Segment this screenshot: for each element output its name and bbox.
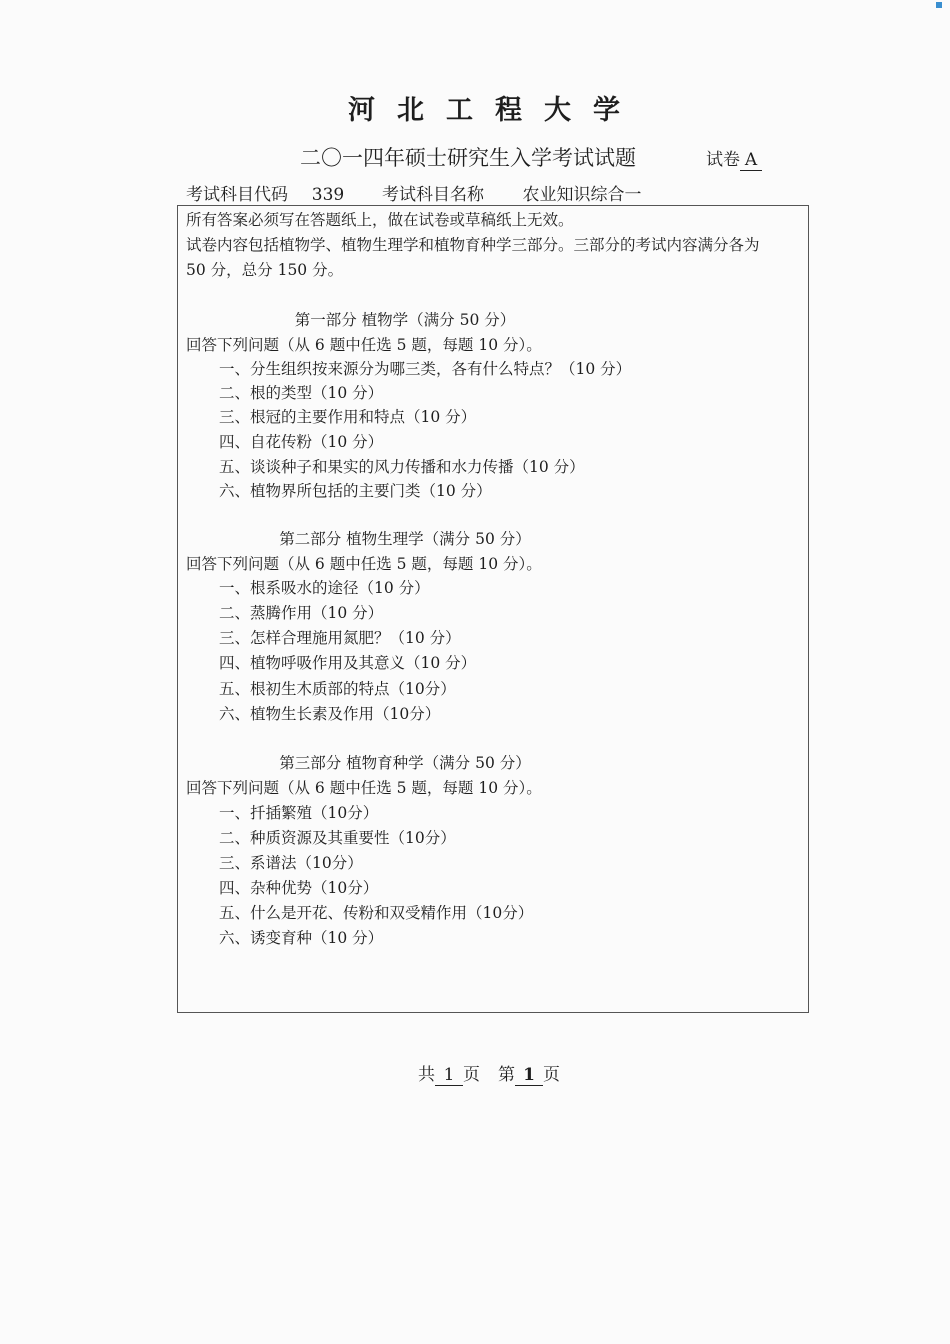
university-title: 河北工程大学 — [348, 95, 642, 126]
section-title: 第二部分 植物生理学（满分 50 分） — [279, 530, 531, 548]
question-item: 四、杂种优势（10分） — [219, 879, 379, 897]
subject-info-row — [186, 180, 680, 206]
subject-name-value: 农业知识综合一 — [484, 186, 680, 206]
section-prompt: 回答下列问题（从 6 题中任选 5 题，每题 10 分）。 — [186, 555, 542, 573]
question-item: 一、扦插繁殖（10分） — [219, 804, 379, 822]
footer-page-number: 1 — [515, 1065, 543, 1086]
question-item: 三、怎样合理施用氮肥？（10 分） — [219, 629, 461, 647]
paper-code: A — [740, 150, 762, 171]
subject-name-label: 考试科目名称 — [382, 185, 484, 205]
question-item: 一、根系吸水的途径（10 分） — [219, 579, 430, 597]
page-footer — [418, 1060, 560, 1086]
instruction-line: 试卷内容包括植物学、植物生理学和植物育种学三部分。三部分的考试内容满分各为 — [186, 236, 760, 254]
question-item: 五、什么是开花、传粉和双受精作用（10分） — [219, 904, 534, 922]
question-item: 二、种质资源及其重要性（10分） — [219, 829, 456, 847]
question-item: 六、诱变育种（10 分） — [219, 929, 384, 947]
subject-code-label: 考试科目代码 — [186, 185, 288, 205]
footer-total-prefix: 共 — [418, 1065, 435, 1085]
instruction-line: 所有答案必须写在答题纸上，做在试卷或草稿纸上无效。 — [186, 211, 574, 229]
footer-page-prefix: 第 — [498, 1065, 515, 1085]
question-item: 一、分生组织按来源分为哪三类，各有什么特点？（10 分） — [219, 360, 632, 378]
question-item: 五、根初生木质部的特点（10分） — [219, 680, 456, 698]
footer-total-suffix: 页 — [463, 1065, 480, 1085]
footer-page-suffix: 页 — [543, 1065, 560, 1085]
section-title: 第三部分 植物育种学（满分 50 分） — [279, 754, 531, 772]
question-item: 二、根的类型（10 分） — [219, 384, 384, 402]
paper-label-text: 试卷 — [706, 150, 740, 170]
question-item: 五、谈谈种子和果实的风力传播和水力传播（10 分） — [219, 458, 585, 476]
question-item: 三、根冠的主要作用和特点（10 分） — [219, 408, 477, 426]
section-prompt: 回答下列问题（从 6 题中任选 5 题，每题 10 分）。 — [186, 779, 542, 797]
question-item: 四、自花传粉（10 分） — [219, 433, 384, 451]
section-title: 第一部分 植物学（满分 50 分） — [294, 311, 516, 329]
paper-label — [706, 145, 762, 171]
question-item: 三、系谱法（10分） — [219, 854, 363, 872]
section-prompt: 回答下列问题（从 6 题中任选 5 题，每题 10 分）。 — [186, 336, 542, 354]
question-item: 六、植物界所包括的主要门类（10 分） — [219, 482, 492, 500]
question-item: 二、蒸腾作用（10 分） — [219, 604, 384, 622]
scan-mark — [936, 2, 942, 8]
subject-code-value: 339 — [288, 186, 368, 206]
question-item: 六、植物生长素及作用（10分） — [219, 705, 441, 723]
footer-total-pages: 1 — [435, 1065, 463, 1086]
question-item: 四、植物呼吸作用及其意义（10 分） — [219, 654, 477, 672]
exam-title: 二〇一四年硕士研究生入学考试试题 — [300, 146, 636, 170]
instruction-line: 50 分，总分 150 分。 — [186, 261, 344, 279]
